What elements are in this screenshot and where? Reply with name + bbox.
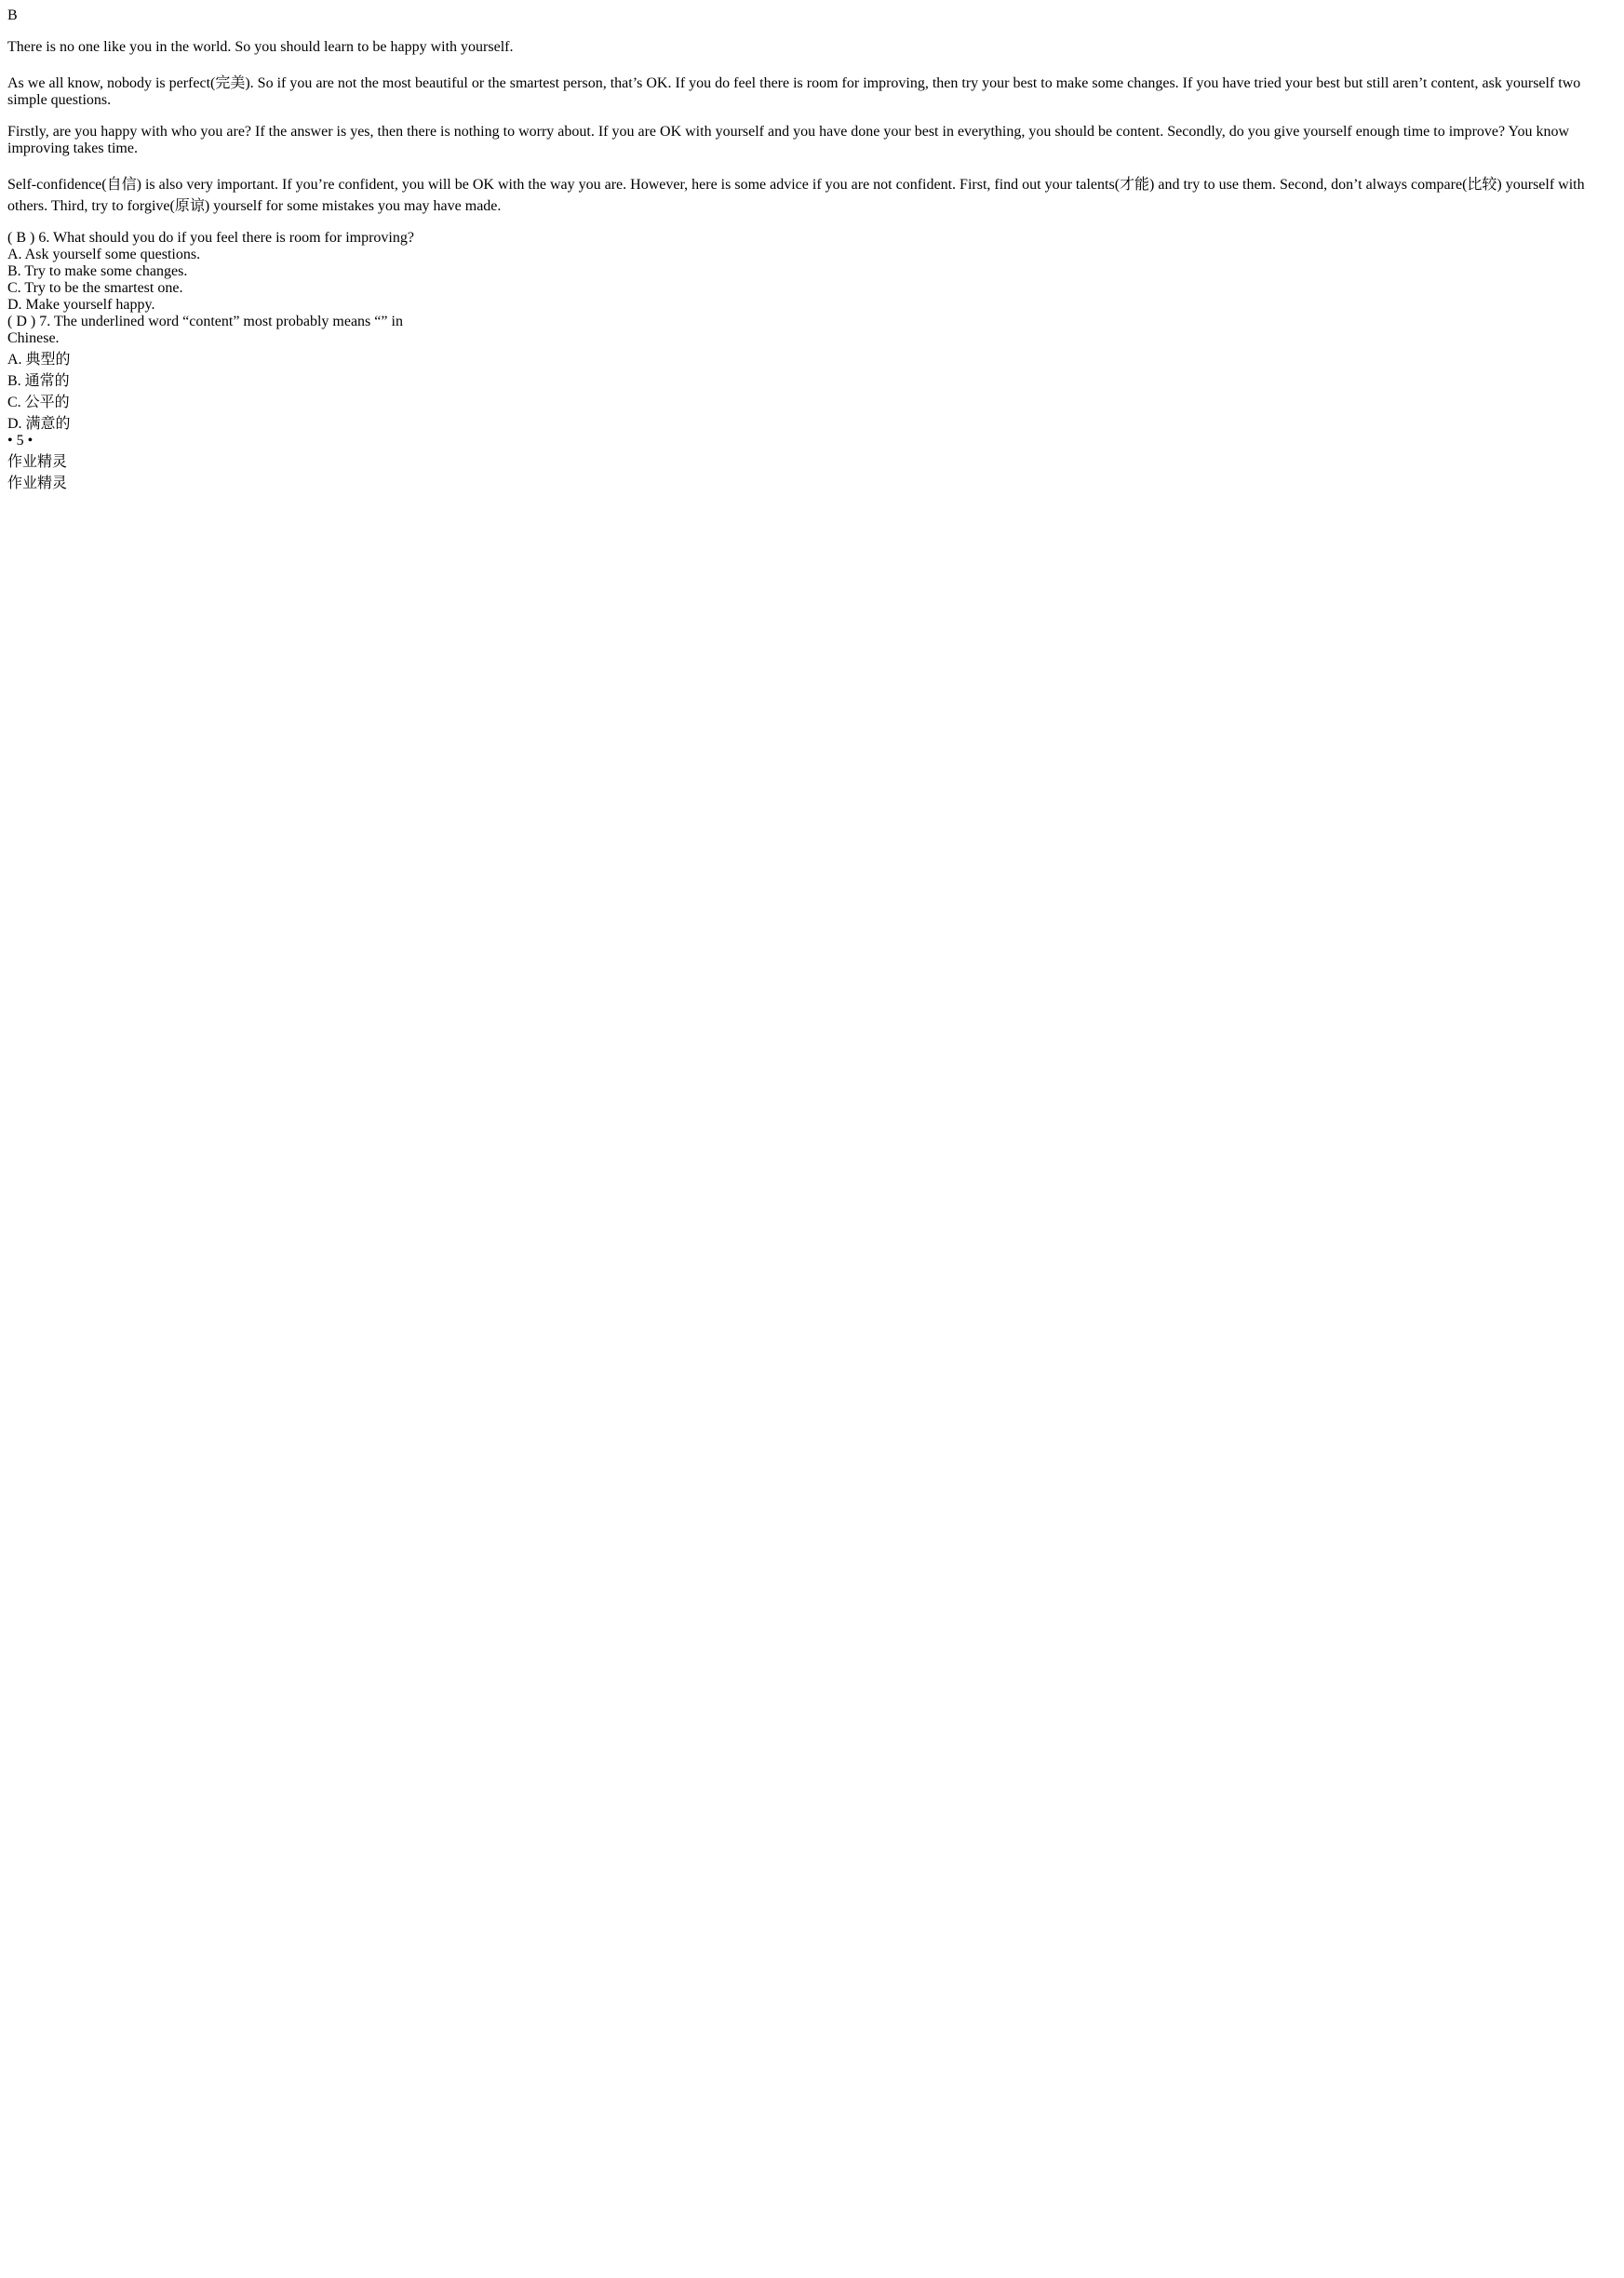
scan-edge-mark: [7, 492, 1617, 613]
q7-stem-before: The underlined word “content” most probably means “: [53, 314, 382, 329]
q6-option-c: C. Try to be the smartest one.: [7, 280, 183, 296]
passage-paragraph-4: Self-confidence(自信) is also very important. If you’re confident, you will be OK with the way you are. However, here is some advice if you are not confident. First, find out your talents(才能) and try to use them. Second, don’t always compare(比较) yourself with others. Third, try to forgive(原谅) yourself for some mistakes you may have made.: [7, 177, 1585, 214]
passage-paragraph-2: [7, 71, 1617, 109]
underlined-word-content: content: [1430, 75, 1475, 91]
answer-paren-open: (: [7, 314, 13, 329]
q7-option-c: C. 公平的: [7, 395, 70, 410]
watermark: 作业精灵: [7, 454, 68, 470]
answer-7: D: [16, 314, 27, 329]
passage-paragraph-3: Firstly, are you happy with who you are? If the answer is yes, then there is nothing to worry about. If you are OK with yourself and you have done your best in everything, you should be content. Secondly, do you give yourself enough time to improve? You know improving takes time.: [7, 124, 1570, 156]
answer-paren-close: ): [30, 230, 35, 246]
watermark: 作业精灵: [7, 476, 68, 491]
question-6: [7, 230, 1617, 247]
question-stem-7: [54, 314, 403, 329]
q7-option-d: D. 满意的: [7, 416, 71, 432]
question-7: [7, 314, 1617, 330]
passage-paragraph-1: There is no one like you in the world. So you should learn to be happy with yourself.: [7, 39, 514, 55]
scan-edge-mark: [7, 613, 1617, 734]
question-number-7: 7.: [39, 314, 51, 329]
q7-option-a: A. 典型的: [7, 352, 71, 368]
p2-text-after: , ask yourself two simple questions.: [7, 75, 1581, 108]
q6-option-d: D. Make yourself happy.: [7, 297, 155, 313]
q6-option-a: A. Ask yourself some questions.: [7, 247, 201, 262]
q6-option-b: B. Try to make some changes.: [7, 263, 188, 279]
q7-option-b: B. 通常的: [7, 373, 70, 389]
answer-paren-open: (: [7, 230, 13, 246]
answer-paren-close: ): [30, 314, 36, 329]
answer-6: B: [16, 230, 26, 246]
p2-text-before: As we all know, nobody is perfect(完美). So if you are not the most beautiful or the smartest person, that’s OK. If you do feel there is room for improving, then try your best to make some changes. If you have tried your best but still aren’t: [7, 75, 1431, 91]
page-number: • 5 •: [7, 433, 34, 449]
q7-stem-continued: Chinese.: [7, 330, 60, 346]
page: [7, 7, 1617, 734]
q7-stem-after: ” in: [381, 314, 403, 329]
section-heading: B: [7, 7, 18, 23]
question-number-6: 6.: [38, 230, 50, 246]
question-stem-6: What should you do if you feel there is room for improving?: [53, 230, 414, 246]
